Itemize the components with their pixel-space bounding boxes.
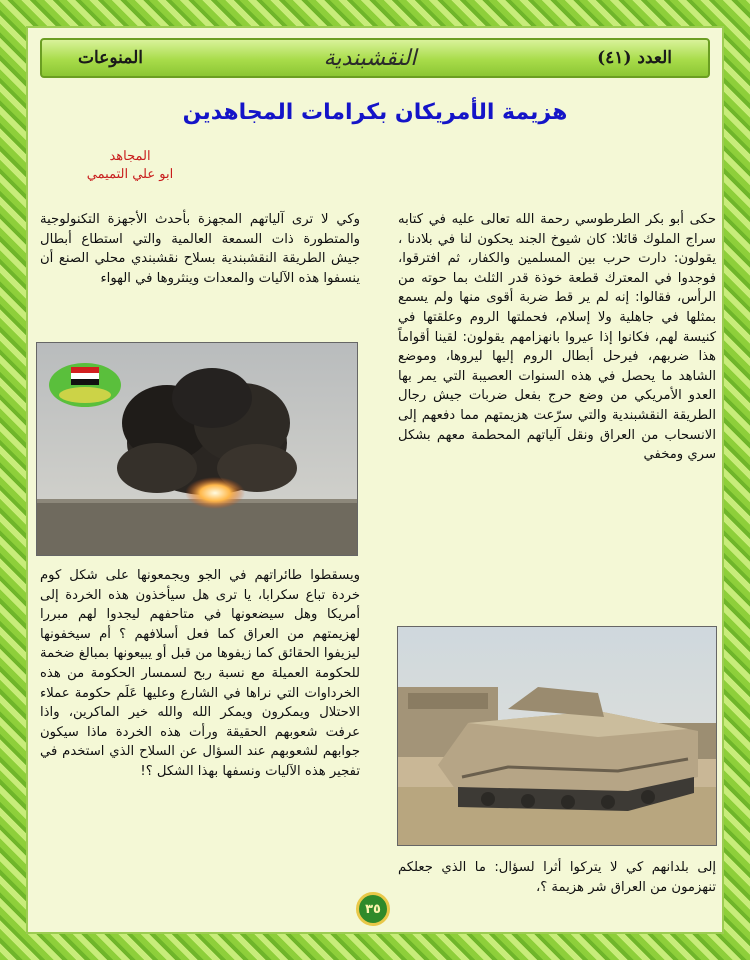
right-column-text-bottom: إلى بلدانهم كي لا يتركوا أثرا لسؤال: ما الذي جعلكم تنهزمون من العراق شر هزيمة ؟، bbox=[398, 860, 716, 895]
explosion-photo bbox=[36, 342, 358, 556]
explosion-image bbox=[37, 343, 357, 555]
page-number: ٣٥ bbox=[365, 901, 381, 917]
tank-image bbox=[398, 627, 716, 845]
header-bar bbox=[40, 38, 710, 78]
page-number-badge bbox=[356, 892, 390, 926]
article-title: هزيمة الأمريكان بكرامات المجاهدين bbox=[182, 100, 568, 125]
author-name: ابو علي التميمي bbox=[86, 167, 174, 182]
issue-number: العدد (٤١) bbox=[597, 48, 672, 68]
emblem-icon bbox=[49, 363, 121, 407]
author-title: المجاهد bbox=[109, 149, 151, 164]
magazine-title: النقشبندية bbox=[323, 45, 417, 71]
author-byline bbox=[70, 148, 190, 184]
section-label: المنوعات bbox=[78, 48, 143, 68]
left-column-text-top: وكي لا ترى آلياتهم المجهزة بأحدث الأجهزة التكنولوجية والمتطورة ذات السمعة العالمية والتي استطاع أبطال جيش الطريقة النقشبندية بسلاح نقشبندي محلي الصنع أن ينسفوا هذه الآليات والمعدات وينثروها في الهواء bbox=[40, 212, 360, 286]
left-column-text-bottom: ويسقطوا طائراتهم في الجو ويجمعونها على شكل كوم خردة تباع سكرابا، يا ترى هل سيأخذون هذه الخردة إلى أمريكا وهل سيضعونها في متاحفهم ليجدوا لهم مبررا لهزيمتهم من العراق كما فعل أسلافهم ؟ أم سيخفونها ليزيفوا الحقائق كما زيفوها من قبل أو يبيعونها بمبالغ ضخمة للحكومة العميلة مع نسبة ربح لسمسار الحكومة من هذه الخرداوات التي نراها في الشارع وعليها عَلَم حكومة عملاء الاحتلال ويمكرون ويمكر الله والله خير الماكرين، واذا عرفت شعوبهم الحقيقة ورأت هذه الخردة ماذا سيكون جوابهم لشعوبهم عند السؤال عن السلاح الذي استخدم في تفجير هذه الآليات ونسفها بهذا الشكل ؟! bbox=[40, 568, 360, 779]
destroyed-tank-photo bbox=[397, 626, 717, 846]
right-column-text-top: حكى أبو بكر الطرطوسي رحمة الله تعالى عليه في كتابه سراج الملوك قائلا: كان شيوخ الجند يحكون لنا في بلادنا ، يقولون: دارت حرب بين المسلمين والكفار، ثم افترقوا، فوجدوا في المعترك قطعة خوذة قدر الثلث بما حوته من الرأس، فقالوا: إنه لم ير قط ضربة أقوى منها ولم يسمع بمثلها في جاهلية ولا إسلام، فحملتها الروم وعلقتها في كنيسة لهم، فكانوا إذا عيروا بانهزامهم يقولون: لقينا أقواماً هذا ضربهم، فيرحل أبطال الروم إليها ليروها، وموضع الشاهد ما يحصل في هذه السنوات العصيبة التي يمر بها العدو الأمريكي من وضع حرج بفعل ضربات جيش رجال الطريقة النقشبندية والتي سرّعت هزيمتهم مما دفعهم إلى الانسحاب من العراق ونقل آلياتهم المحطمة معهم بشكل سري ومخفي bbox=[398, 212, 716, 463]
